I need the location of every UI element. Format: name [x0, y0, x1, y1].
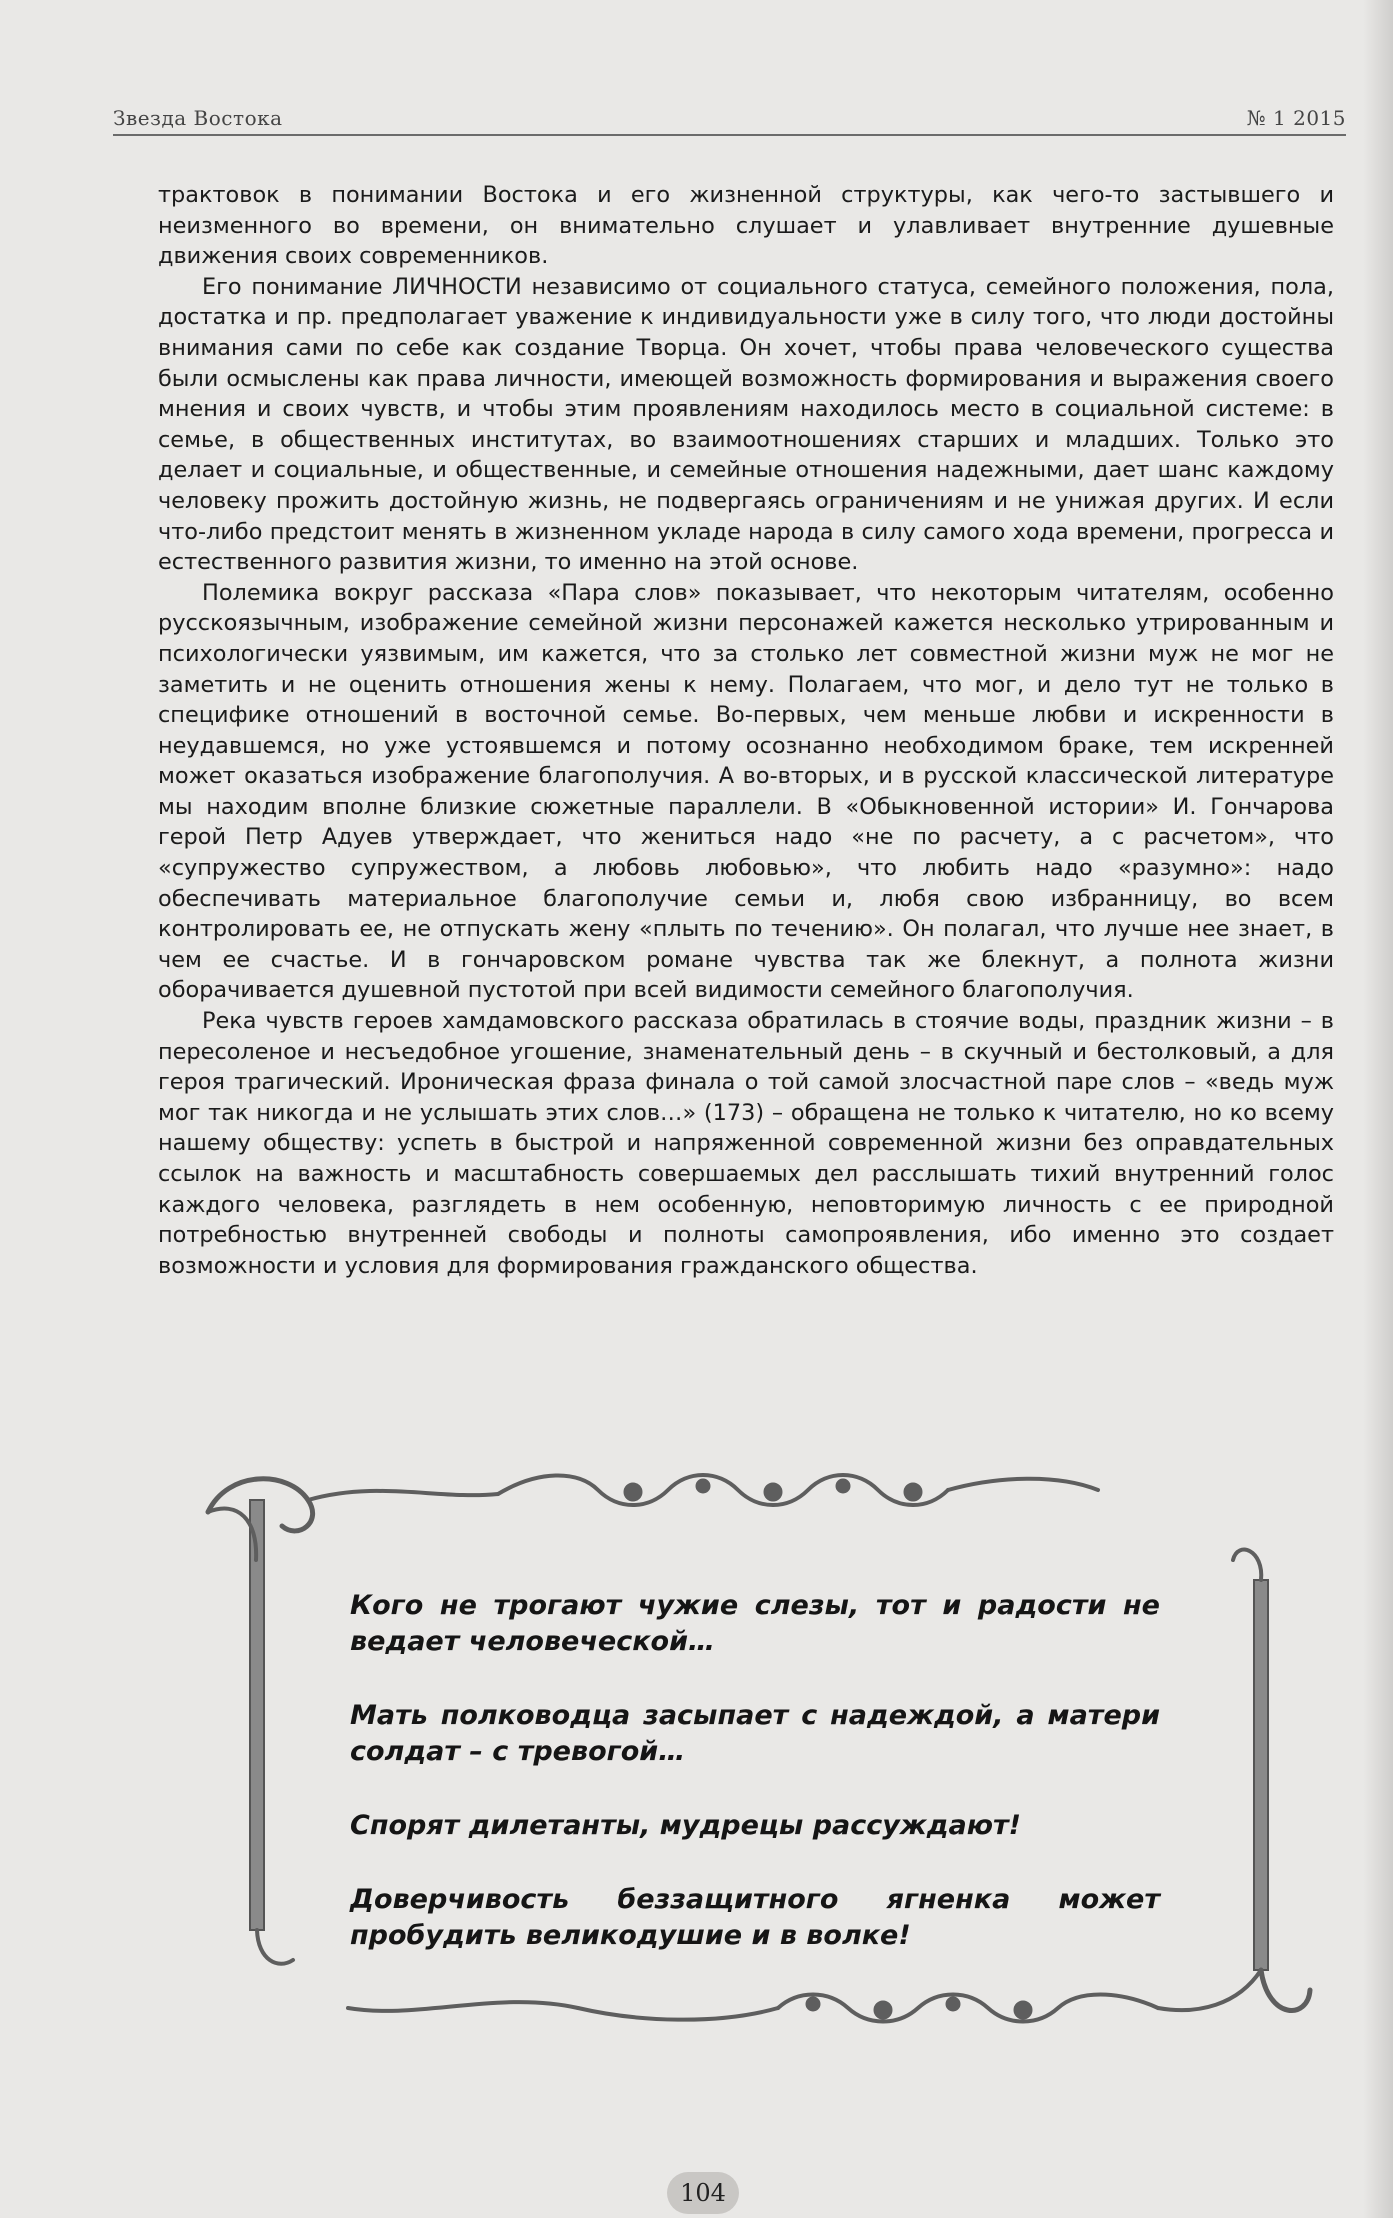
aphorism: Кого не трогают чужие слезы, тот и радости не ведает человеческой… — [350, 1590, 1160, 1657]
aphorism: Доверчивость беззащитного ягненка может пробудить великодушие и в волке! — [350, 1884, 1160, 1951]
page-number: 104 — [667, 2172, 739, 2214]
paragraph: Его понимание ЛИЧНОСТИ независимо от социального статуса, семейного положения, пола, достатка и пр. предполагает уважение к индивидуальности уже в силу того, что люди достойны внимания сами по себе как создание Творца. Он хочет, чтобы права человеческого существа были осмыслены как права личности, имеющей возможность формирования и выражения своего мнения и своих чувств, и чтобы этим проявлениям находилось место в социальной системе: в семье, в общественных институтах, во взаимоотношениях старших и младших. Только это делает и социальные, и общественные, и семейные отношения надежными, дает шанс каждому человеку прожить достойную жизнь, не подвергаясь ограничениям и не унижая других. И если что-либо предстоит менять в жизненном укладе народа в силу самого хода времени, прогресса и естественного развития жизни, то именно на этой основе. — [158, 273, 1334, 576]
paragraph: Река чувств героев хамдамовского рассказа обратилась в стоячие воды, праздник жизни – в пересоленое и несъедобное угошение, знаменательный день – в скучный и бестолковый, а для героя трагический. Ироническая фраза финала о той самой злосчастной паре слов – «ведь муж мог так никогда и не услышать этих слов…» (173) – обращена не только к читателю, но ко всему нашему обществу: успеть в быстрой и напряженной современной жизни без оправдательных ссылок на важность и масштабность совершаемых дел расслышать тихий внутренний голос каждого человека, разглядеть в нем особенную, неповторимую личность с ее природной потребностью внутренней свободы и полноты самопроявления, ибо именно это создает возможности и условия для формирования гражданского общества. — [158, 1008, 1334, 1279]
issue-number: № 1 2015 — [1246, 106, 1346, 130]
journal-title: Звезда Востока — [113, 106, 283, 130]
aphorism-box — [198, 1460, 1318, 2060]
article-body — [158, 180, 1334, 1281]
page-edge-shadow — [1363, 0, 1393, 2218]
running-header — [113, 100, 1346, 136]
aphorism: Мать полководца засыпает с надеждой, а матери солдат – с тревогой… — [350, 1700, 1160, 1767]
paragraph: трактовок в понимании Востока и его жизненной структуры, как чего-то застывшего и неизменного во времени, он внимательно слушает и улавливает внутренние душевные движения своих современников. — [158, 182, 1334, 270]
paragraph: Полемика вокруг рассказа «Пара слов» показывает, что некоторым читателям, особенно русскоязычным, изображение семейной жизни персонажей кажется несколько утрированным и психологически уязвимым, им кажется, что за столько лет совместной жизни муж не мог не заметить и не оценить отношения жены к нему. Полагаем, что мог, и дело тут не только в специфике отношений в восточной семье. Во-первых, чем меньше любви и искренности в неудавшемся, но уже устоявшемся и потому осознанно необходимом браке, тем искренней может оказаться изображение благополучия. А во-вторых, и в русской классической литературе мы находим вполне близкие сюжетные параллели. В «Обыкновенной истории» И. Гончарова герой Петр Адуев утверждает, что жениться надо «не по расчету, а с расчетом», что «супружество супружеством, а любовь любовью», что любить надо «разумно»: надо обеспечивать материальное благополучие семьи и, любя свою избранницу, во всем контролировать ее, не отпускать жену «плыть по течению». Он полагал, что лучше нее знает, в чем ее счастье. И в гончаровском романе чувства так же блекнут, а полнота жизни оборачивается душевной пустотой при всей видимости семейного благополучия. — [158, 579, 1334, 1004]
aphorism: Спорят дилетанты, мудрецы рассуждают! — [350, 1810, 1021, 1841]
aphorisms — [350, 1588, 1160, 1992]
